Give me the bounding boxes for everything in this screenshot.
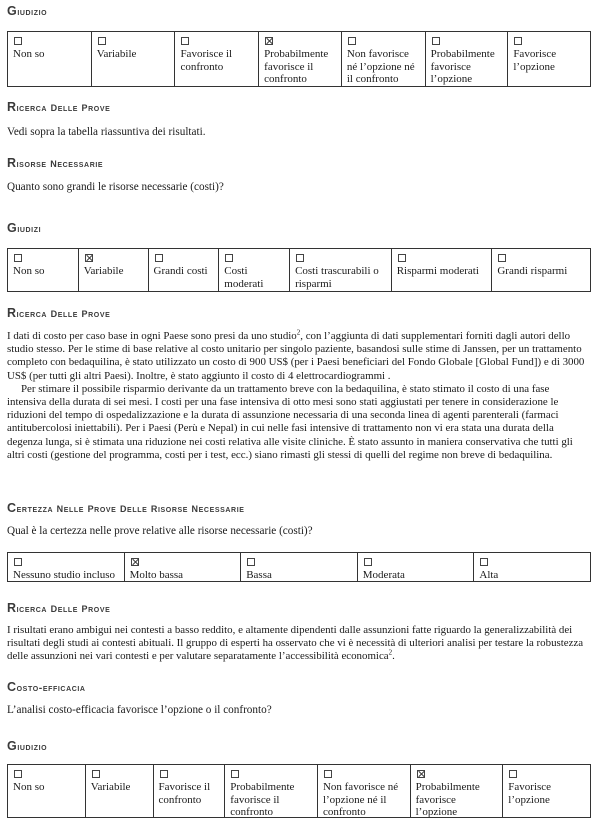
option-label: Favorisce l’opzione xyxy=(513,48,557,73)
checkbox-icon[interactable] xyxy=(296,254,304,262)
option-label: Costi trascurabili o risparmi xyxy=(295,265,379,290)
option-label: Bassa xyxy=(246,569,272,581)
checkbox-icon[interactable] xyxy=(364,558,372,566)
footnote-ref[interactable]: 2 xyxy=(388,648,393,657)
option-label: Probabilmente favorisce l’opzione xyxy=(415,781,480,817)
option-label: Probabilmente favorisce il confronto xyxy=(264,48,329,86)
judgement-options-table xyxy=(7,248,591,292)
checkbox-icon[interactable] xyxy=(231,770,239,778)
option-cell[interactable] xyxy=(318,765,411,817)
option-cell[interactable] xyxy=(508,32,590,86)
checkbox-icon[interactable] xyxy=(14,37,22,45)
paragraph xyxy=(7,624,591,664)
question-text: Qual è la certezza nelle prove relative alle risorse necessarie (costi)? xyxy=(7,525,313,537)
checkbox-checked-icon[interactable] xyxy=(131,558,139,566)
checkbox-icon[interactable] xyxy=(324,770,332,778)
option-label: Alta xyxy=(479,569,499,581)
option-label: Variabile xyxy=(90,781,131,793)
option-cell[interactable] xyxy=(503,765,590,817)
question-text: Quanto sono grandi le risorse necessarie (costi)? xyxy=(7,181,224,193)
section-heading-risorse: Risorse necessarie xyxy=(7,156,104,170)
judgement-options-table xyxy=(7,764,591,818)
checkbox-icon[interactable] xyxy=(181,37,189,45)
paragraph-text: I dati di costo per caso base in ogni Paese sono presi da uno studio xyxy=(7,330,297,342)
option-cell[interactable] xyxy=(125,553,242,581)
judgement-options-table xyxy=(7,31,591,87)
question-text: L’analisi costo-efficacia favorisce l’opzione o il confronto? xyxy=(7,704,272,716)
option-cell[interactable] xyxy=(92,32,176,86)
checkbox-icon[interactable] xyxy=(92,770,100,778)
option-cell[interactable] xyxy=(149,249,220,291)
checkbox-icon[interactable] xyxy=(160,770,168,778)
option-label: Nessuno studio incluso xyxy=(13,569,116,581)
option-label: Risparmi moderati xyxy=(396,265,479,277)
checkbox-icon[interactable] xyxy=(432,37,440,45)
option-cell[interactable] xyxy=(86,765,154,817)
checkbox-icon[interactable] xyxy=(398,254,406,262)
option-label: Variabile xyxy=(96,48,137,60)
option-label: Non so xyxy=(13,781,45,793)
paragraph-text: , con l’aggiunta di dati supplementari forniti dagli autori dello studio stesso. Per le stime di base relative al costo unitario per singolo paziente, basandosi sulle stime di Janssen, per un trattamento completo con bedaquilina, è stato utilizzato un costo di 900 US$ (per i Paesi beneficiari del Fondo Globale [Global Fund]) e di 3000 US$ (per tutti gli altri Paesi). Inoltre, è stato aggiunto il costo di 4 elettrocardiogrammi . xyxy=(7,330,585,382)
checkbox-icon[interactable] xyxy=(14,254,22,262)
section-heading-ricerca-prove: Ricerca delle prove xyxy=(7,306,111,320)
checkbox-icon[interactable] xyxy=(247,558,255,566)
section-heading-giudizio: Giudizio xyxy=(7,4,48,18)
option-cell[interactable] xyxy=(219,249,290,291)
evidence-text-block xyxy=(7,330,591,462)
option-cell[interactable] xyxy=(426,32,509,86)
option-label: Favorisce il confronto xyxy=(180,48,233,73)
option-cell[interactable] xyxy=(411,765,504,817)
footnote-ref[interactable]: 2 xyxy=(296,328,301,337)
section-heading-giudizio: Giudizio xyxy=(7,739,48,753)
section-heading-giudizi: Giudizi xyxy=(7,221,42,235)
checkbox-checked-icon[interactable] xyxy=(85,254,93,262)
paragraph xyxy=(7,330,591,383)
option-label: Molto bassa xyxy=(129,569,184,581)
option-label: Non so xyxy=(13,48,45,60)
option-cell[interactable] xyxy=(290,249,392,291)
option-cell[interactable] xyxy=(259,32,342,86)
option-cell[interactable] xyxy=(225,765,318,817)
evidence-text-block xyxy=(7,624,591,664)
option-label: Probabilmente favorisce il confronto xyxy=(230,781,295,817)
option-label: Favorisce il confronto xyxy=(158,781,211,806)
paragraph-text: I risultati erano ambigui nei contesti a basso reddito, e altamente dipendenti dalle assunzioni fatte riguardo la generalizzabilità dei risultati degli studi ai contesti abituali. Il gruppo di esperti ha osservato che vi è necessità di ulteriori analisi per testare la robustezza delle assunzioni nei vari contesti e per valutare separatamente l’accessibilità economica xyxy=(7,624,584,663)
checkbox-checked-icon[interactable] xyxy=(265,37,273,45)
checkbox-icon[interactable] xyxy=(155,254,163,262)
option-label: Moderata xyxy=(362,569,405,581)
option-cell[interactable] xyxy=(8,553,125,581)
option-label: Variabile xyxy=(83,265,124,277)
option-label: Costi moderati xyxy=(224,265,264,290)
option-cell[interactable] xyxy=(492,249,590,291)
option-cell[interactable] xyxy=(79,249,149,291)
checkbox-icon[interactable] xyxy=(225,254,233,262)
option-label: Favorisce l’opzione xyxy=(508,781,552,806)
option-label: Non so xyxy=(13,265,45,277)
checkbox-icon[interactable] xyxy=(348,37,356,45)
body-text: Vedi sopra la tabella riassuntiva dei risultati. xyxy=(7,126,206,138)
option-cell[interactable] xyxy=(175,32,259,86)
option-cell[interactable] xyxy=(8,249,79,291)
option-label: Non favorisce né l’opzione né il confronto xyxy=(322,781,399,817)
option-label: Grandi costi xyxy=(153,265,208,277)
option-cell[interactable] xyxy=(154,765,226,817)
certainty-options-table xyxy=(7,552,591,582)
section-heading-certezza: Certezza nelle prove delle risorse necessarie xyxy=(7,501,245,515)
paragraph: Per stimare il possibile risparmio derivante da un trattamento breve con la bedaquilina, è stato stimato il costo di una fase intensiva della durata di sei mesi. I costi per una fase intensiva di otto mesi sono stati aggiustati per tenere in considerazione le riduzioni del tempo di ospedalizzazione e la durata di assunzione necessaria di una seconda linea di agenti parenterali (farmaci antitubercolosi iniettabili). Per i Paesi (Perù e Nepal) in cui nelle fasi intensive di trattamento non vi era stata una durata della degenza lunga, si è stimata una riduzione nei costi relativa alle visite cliniche. È stato assunto in maniera conservativa che tutti gli altri costi (gestione del programma, costi per i test, ecc.) siano rimasti gli stessi di quelli del regime non breve di bedaquilina. xyxy=(7,382,573,461)
checkbox-icon[interactable] xyxy=(480,558,488,566)
option-cell[interactable] xyxy=(392,249,493,291)
option-cell[interactable] xyxy=(8,32,92,86)
option-label: Non favorisce né l’opzione né il confronto xyxy=(346,48,415,86)
checkbox-icon[interactable] xyxy=(14,770,22,778)
checkbox-icon[interactable] xyxy=(498,254,506,262)
option-cell[interactable] xyxy=(8,765,86,817)
option-cell[interactable] xyxy=(474,553,590,581)
option-cell[interactable] xyxy=(358,553,475,581)
checkbox-checked-icon[interactable] xyxy=(417,770,425,778)
checkbox-icon[interactable] xyxy=(98,37,106,45)
checkbox-icon[interactable] xyxy=(509,770,517,778)
paragraph-text: . xyxy=(392,650,395,663)
checkbox-icon[interactable] xyxy=(14,558,22,566)
section-heading-costo-efficacia: Costo-efficacia xyxy=(7,680,86,694)
option-label: Grandi risparmi xyxy=(497,265,568,277)
option-label: Probabilmente favorisce l’opzione xyxy=(430,48,495,86)
section-heading-ricerca-prove: Ricerca delle prove xyxy=(7,100,111,114)
checkbox-icon[interactable] xyxy=(514,37,522,45)
option-cell[interactable] xyxy=(342,32,426,86)
section-heading-ricerca-prove: Ricerca delle prove xyxy=(7,601,111,615)
option-cell[interactable] xyxy=(241,553,358,581)
